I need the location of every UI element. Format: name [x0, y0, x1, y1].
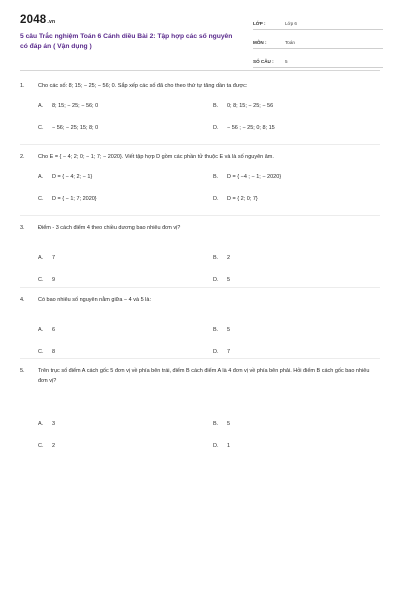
- question-stem: [20, 81, 380, 91]
- option-letter: A.: [38, 255, 44, 261]
- meta-value: Toán: [285, 40, 295, 45]
- header-divider: [20, 70, 380, 71]
- option-letter: D.: [213, 277, 219, 283]
- question-number: 2.: [20, 154, 25, 160]
- option-a[interactable]: [38, 421, 55, 427]
- question-divider: [20, 144, 380, 145]
- option-a[interactable]: [38, 255, 55, 261]
- option-letter: C.: [38, 125, 44, 131]
- option-letter: B.: [213, 255, 219, 261]
- option-letter: C.: [38, 196, 44, 202]
- meta-row-subject: [253, 34, 383, 49]
- document-title: 5 câu Trắc nghiệm Toán 6 Cánh diều Bài 2: Tập hợp các số nguyên có đáp án ( Vận dụng ): [20, 33, 233, 50]
- option-text: 3: [52, 421, 56, 427]
- question-2: [20, 152, 380, 202]
- question-text: Điểm - 3 cách điểm 4 theo chiều dương bao nhiêu đơn vị?: [38, 225, 181, 231]
- option-letter: B.: [213, 327, 219, 333]
- meta-key: MÔN :: [253, 40, 267, 45]
- meta-info: [253, 15, 383, 72]
- option-text: 6: [52, 327, 56, 333]
- option-a[interactable]: [38, 327, 55, 333]
- option-letter: B.: [213, 421, 219, 427]
- option-letter: A.: [38, 103, 44, 109]
- option-b[interactable]: [213, 327, 230, 333]
- option-c[interactable]: [38, 196, 97, 202]
- option-d[interactable]: [213, 125, 275, 131]
- option-letter: A.: [38, 327, 44, 333]
- option-text: 7: [227, 349, 231, 355]
- question-stem: [20, 223, 380, 233]
- question-5: [20, 366, 380, 449]
- meta-row-class: [253, 15, 383, 30]
- meta-row-count: [253, 53, 383, 68]
- option-b[interactable]: [213, 103, 273, 109]
- option-b[interactable]: [213, 255, 230, 261]
- question-divider: [20, 358, 380, 359]
- option-text: 2: [227, 255, 231, 261]
- question-divider: [20, 215, 380, 216]
- question-4: [20, 295, 380, 355]
- option-d[interactable]: [213, 349, 230, 355]
- option-letter: D.: [213, 196, 219, 202]
- option-letter: C.: [38, 277, 44, 283]
- option-text: 1: [227, 443, 231, 449]
- option-d[interactable]: [213, 196, 258, 202]
- option-c[interactable]: [38, 125, 98, 131]
- question-text: Cho các số: 8; 15; − 25; − 56; 0. Sắp xếp các số đã cho theo thứ tự tăng dần ta được:: [38, 83, 248, 89]
- question-text: Cho E = { − 4; 2; 0; − 1; 7; − 2020}. Viết tập hợp D gồm các phần tử thuộc E và là số nguyên âm.: [38, 154, 274, 160]
- option-c[interactable]: [38, 443, 55, 449]
- question-number: 4.: [20, 297, 25, 303]
- option-a[interactable]: [38, 174, 92, 180]
- option-letter: A.: [38, 174, 44, 180]
- meta-key: SỐ CÂU :: [253, 59, 274, 64]
- option-b[interactable]: [213, 421, 230, 427]
- site-logo[interactable]: [20, 14, 55, 26]
- option-text: 0; 8; 15; − 25; − 56: [227, 103, 274, 109]
- option-a[interactable]: [38, 103, 98, 109]
- option-letter: D.: [213, 125, 219, 131]
- option-text: 8; 15; − 25; − 56; 0: [52, 103, 99, 109]
- question-divider: [20, 287, 380, 288]
- option-text: − 56 ; − 25; 0; 8; 15: [227, 125, 275, 131]
- question-number: 5.: [20, 368, 25, 374]
- question-number: 3.: [20, 225, 25, 231]
- option-letter: B.: [213, 103, 219, 109]
- meta-key: LỚP :: [253, 21, 266, 26]
- question-stem: [20, 366, 380, 386]
- option-text: 5: [227, 277, 231, 283]
- option-text: 5: [227, 421, 231, 427]
- option-text: D = { −4 ; − 1; − 2020}: [227, 174, 282, 180]
- question-number: 1.: [20, 83, 25, 89]
- logo-text: 2048: [20, 14, 47, 26]
- option-letter: C.: [38, 443, 44, 449]
- option-letter: C.: [38, 349, 44, 355]
- option-d[interactable]: [213, 277, 230, 283]
- option-text: D = { − 4; 2; − 1}: [52, 174, 93, 180]
- option-letter: D.: [213, 349, 219, 355]
- meta-value: Lớp 6: [285, 21, 297, 26]
- option-letter: A.: [38, 421, 44, 427]
- option-letter: D.: [213, 443, 219, 449]
- logo-suffix: .vn: [47, 19, 56, 25]
- option-text: 7: [52, 255, 56, 261]
- question-stem: [20, 152, 380, 162]
- meta-value: 5: [285, 59, 288, 64]
- question-stem: [20, 295, 380, 305]
- option-text: 2: [52, 443, 56, 449]
- option-text: 8: [52, 349, 56, 355]
- question-text: Có bao nhiêu số nguyên nằm giữa − 4 và 5 là:: [38, 297, 151, 303]
- option-text: D = { 2; 0; 7}: [227, 196, 258, 202]
- option-c[interactable]: [38, 349, 55, 355]
- option-letter: B.: [213, 174, 219, 180]
- option-text: 9: [52, 277, 56, 283]
- option-text: D = { − 1; 7; 2020}: [52, 196, 97, 202]
- option-b[interactable]: [213, 174, 281, 180]
- question-3: [20, 223, 380, 283]
- question-1: [20, 81, 380, 131]
- option-d[interactable]: [213, 443, 230, 449]
- question-text: Trên trục số điểm A cách gốc 5 đơn vị về phía bên trái, điểm B cách điểm A là 4 đơn vị về phía bên phải. Hỏi điểm B cách gốc bao nhiêu đơn vị?: [38, 368, 370, 384]
- option-c[interactable]: [38, 277, 55, 283]
- option-text: − 56; − 25; 15; 8; 0: [52, 125, 99, 131]
- option-text: 5: [227, 327, 231, 333]
